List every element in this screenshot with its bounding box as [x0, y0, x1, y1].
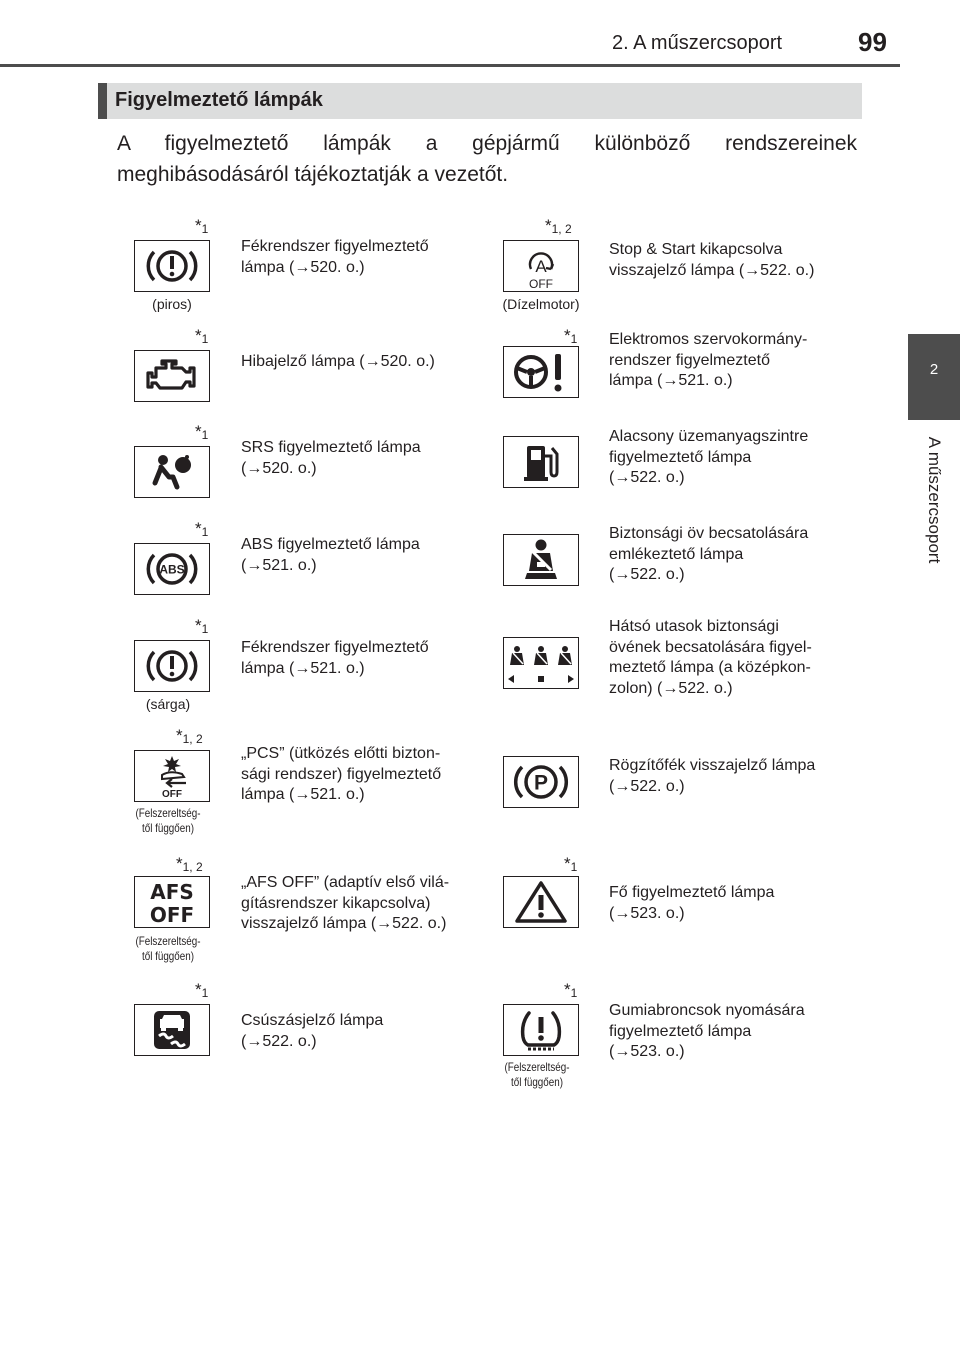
footnote-mark: $*_1$	[195, 216, 209, 236]
footnote-mark: $*_{1, 2}$	[176, 726, 203, 746]
parking-brake-icon	[503, 756, 579, 808]
slip-indicator-icon	[134, 1004, 210, 1056]
warning-description: Csúszásjelző lámpa (→522. o.)	[241, 1012, 384, 1050]
brake-warning-red-icon	[134, 240, 210, 292]
svg-text:OFF: OFF	[529, 277, 553, 291]
warning-description: „AFS OFF” (adaptív első vilá- gításrendszer kikapcsolva) visszajelző lámpa (→522. o.)	[241, 874, 450, 932]
footnote-mark: $*_1$	[195, 422, 209, 442]
page-number: 99	[858, 27, 887, 57]
warning-description: Alacsony üzemanyagszintre figyelmeztető lámpa (→522. o.)	[609, 428, 809, 486]
footnote-mark: $*_1$	[195, 519, 209, 539]
section-heading-accent	[98, 83, 107, 119]
icon-caption: (Felszereltség- től függően)	[135, 806, 201, 835]
abs-icon	[134, 543, 210, 595]
icon-caption: (sárga)	[145, 696, 191, 712]
brake-warning-yellow-icon	[134, 640, 210, 692]
footnote-mark: $*_{1, 2}$	[176, 854, 203, 874]
svg-text:ABS: ABS	[159, 562, 185, 577]
warning-description: Hibajelző lámpa (→520. o.)	[241, 353, 435, 370]
warning-description: Fékrendszer figyelmeztető lámpa (→520. o.)	[241, 238, 429, 276]
svg-text:A: A	[535, 257, 547, 276]
svg-text:AFS: AFS	[150, 880, 194, 904]
warning-description: Gumiabroncsok nyomására figyelmeztető lámpa (→523. o.)	[609, 1002, 805, 1060]
footnote-mark: $*_1$	[564, 326, 578, 346]
warning-description: Fékrendszer figyelmeztető lámpa (→521. o.)	[241, 639, 429, 677]
malfunction-engine-icon	[134, 350, 210, 402]
chapter-title: 2. A műszercsoport	[612, 32, 783, 54]
intro-paragraph: A figyelmeztető lámpák a gépjármű különböző rendszereinek meghibásodásáról tájékoztatják a vezetőt.	[117, 132, 857, 186]
header-rule	[0, 64, 900, 67]
footnote-mark: $*_1$	[195, 326, 209, 346]
svg-text:OFF: OFF	[162, 789, 182, 799]
warning-description: Biztonsági öv becsatolására emlékeztető lámpa (→522. o.)	[609, 525, 809, 583]
footnote-mark: $*_1$	[564, 854, 578, 874]
svg-text:OFF: OFF	[149, 903, 195, 926]
warning-description: SRS figyelmeztető lámpa (→520. o.)	[241, 439, 421, 477]
icon-caption: (Dízelmotor)	[502, 296, 580, 312]
warning-description: „PCS” (ütközés előtti bizton- sági rendszer) figyelmeztető lámpa (→521. o.)	[241, 745, 442, 803]
seatbelt-reminder-icon	[503, 534, 579, 586]
svg-text:P: P	[533, 771, 549, 795]
eps-warning-icon	[503, 346, 579, 398]
section-title: Figyelmeztető lámpák	[115, 89, 323, 111]
warning-description: Fő figyelmeztető lámpa (→523. o.)	[609, 884, 775, 922]
icon-caption: (Felszereltség- től függően)	[135, 934, 201, 963]
footnote-mark: $*_{1, 2}$	[545, 216, 572, 236]
footnote-mark: $*_1$	[195, 980, 209, 1000]
master-warning-icon	[503, 876, 579, 928]
pcs-off-icon	[134, 750, 210, 802]
warning-description: ABS figyelmeztető lámpa (→521. o.)	[241, 536, 420, 574]
footnote-mark: $*_1$	[195, 616, 209, 636]
chapter-tab[interactable]	[908, 334, 960, 420]
rear-seatbelt-icon	[503, 637, 579, 689]
tire-pressure-icon	[503, 1004, 579, 1056]
warning-description: Stop & Start kikapcsolva visszajelző lámpa (→522. o.)	[609, 241, 815, 279]
icon-caption: (piros)	[152, 296, 192, 312]
warning-description: Rögzítőfék visszajelző lámpa (→522. o.)	[609, 757, 816, 795]
footnote-mark: $*_1$	[564, 980, 578, 1000]
warning-description: Hátsó utasok biztonsági övének becsatolására figyel- meztető lámpa (a középkon- zolon) (→522. o.)	[609, 618, 812, 697]
warning-description: Elektromos szervokormány- rendszer figyelmeztető lámpa (→521. o.)	[609, 331, 808, 389]
icon-caption: (Felszereltség- től függően)	[504, 1060, 570, 1089]
stop-start-off-icon	[503, 240, 579, 292]
srs-airbag-icon	[134, 446, 210, 498]
chapter-tab-number: 2	[929, 361, 939, 378]
afs-off-icon	[134, 876, 210, 928]
chapter-tab-label: A műszercsoport	[925, 436, 944, 564]
section-heading	[98, 83, 862, 119]
low-fuel-icon	[503, 436, 579, 488]
